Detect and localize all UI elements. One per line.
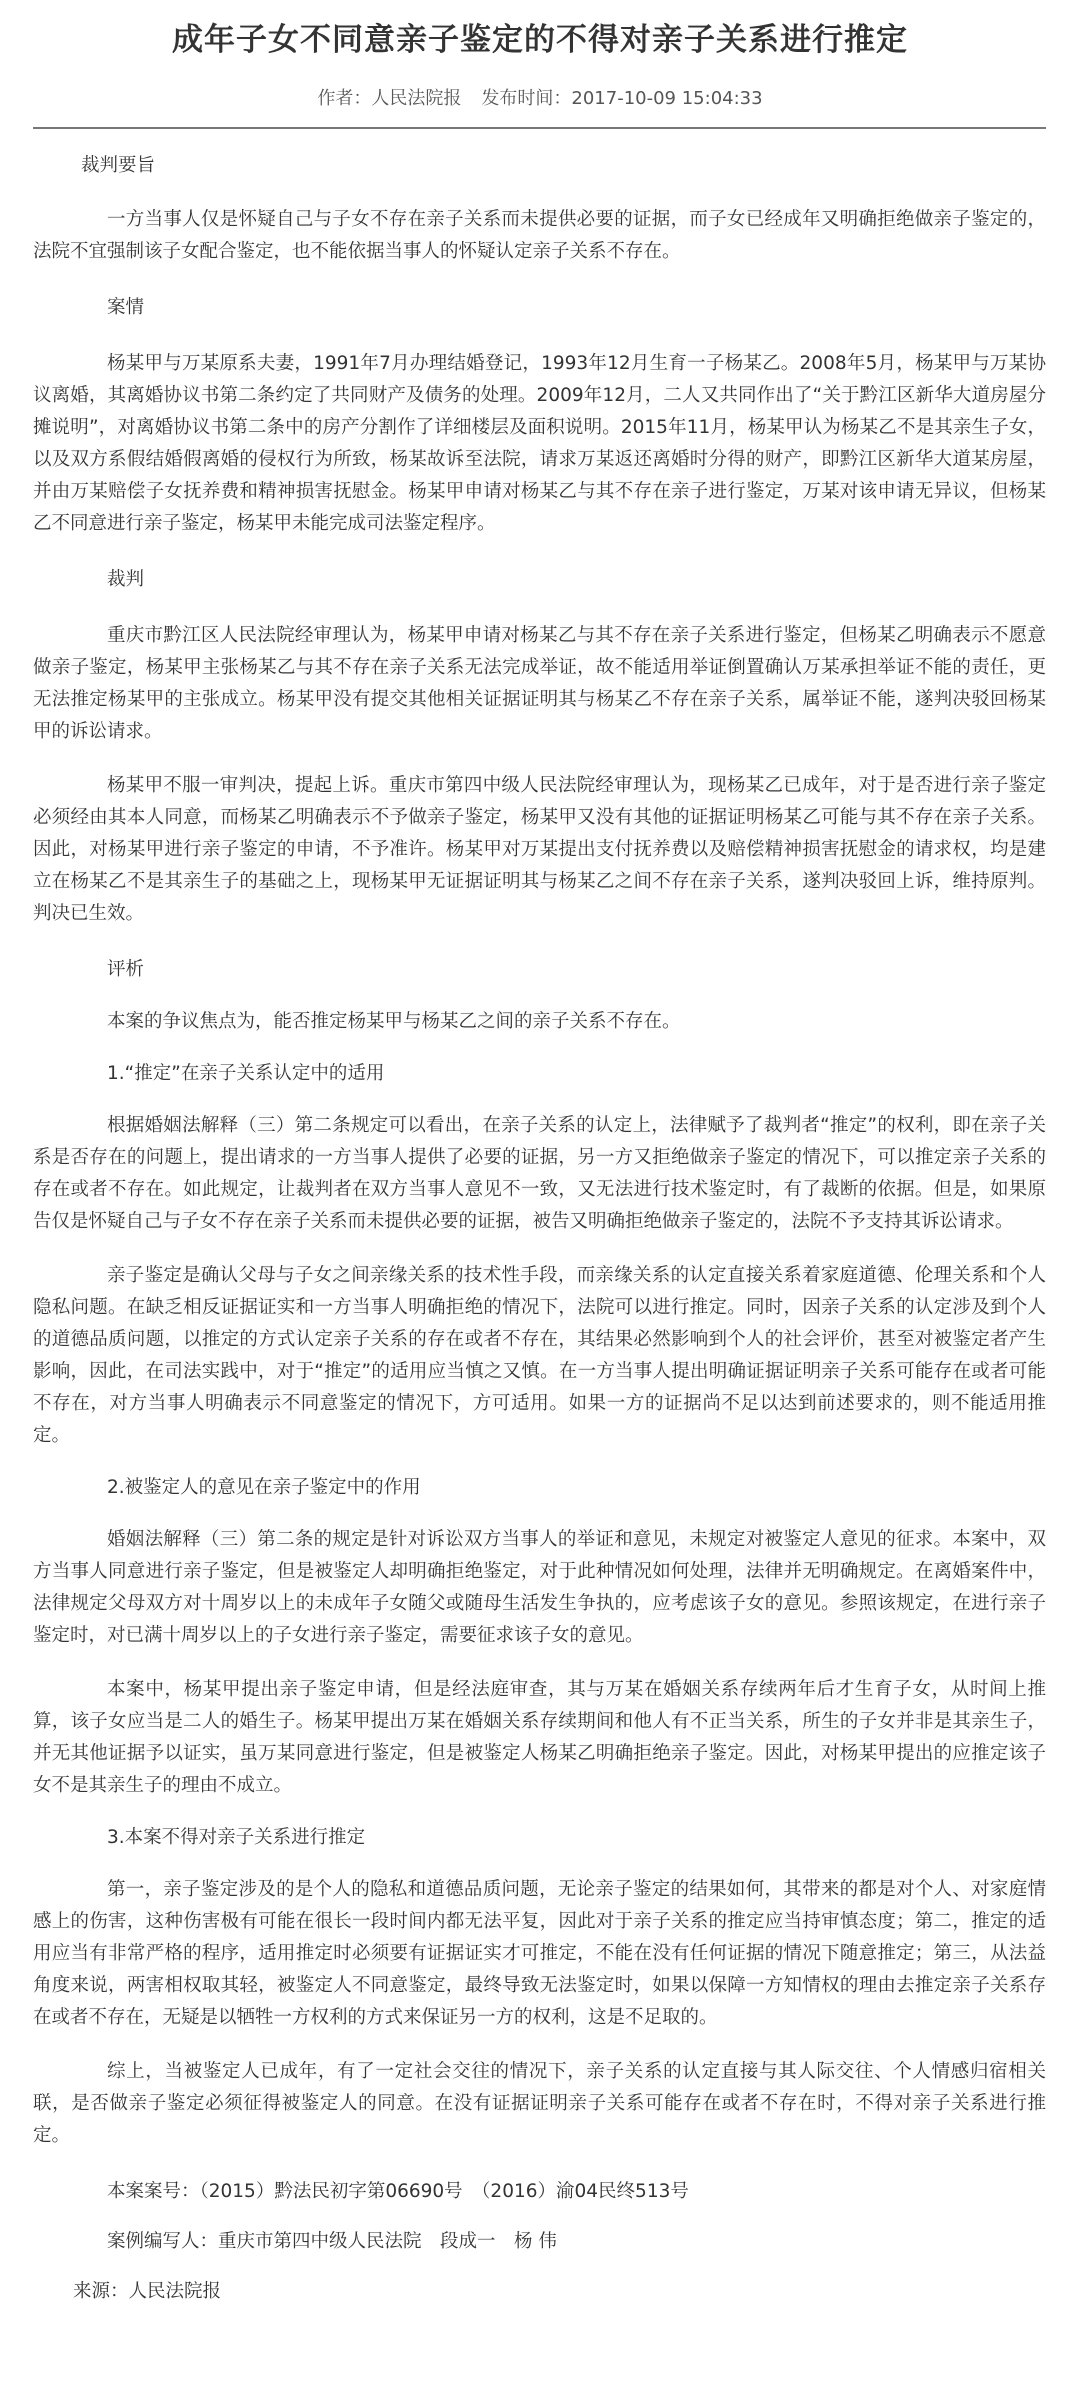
article-title: 成年子女不同意亲子鉴定的不得对亲子关系进行推定 [172,22,908,58]
case-writer: 案例编写人：重庆市第四中级人民法院 段成一 杨 伟 [107,2231,557,2252]
sub2-paragraph-1: 婚姻法解释（三）第二条的规定是针对诉讼双方当事人的举证和意见，未规定对被鉴定人意见的征求。本案中，双方当事人同意进行亲子鉴定，但是被鉴定人却明确拒绝鉴定，对于此种情况如何处理，法律并无明确规定。在离婚案件中，法律规定父母双方对十周岁以上的未成年子女随父或随母生活发生争执的，应考虑该子女的意见。参照该规定，在进行亲子鉴定时，对已满十周岁以上的子女进行亲子鉴定，需要征求该子女的意见。 [33,1529,1046,1646]
article-source: 来源：人民法院报 [73,2281,222,2302]
section-heading-summary: 裁判要旨 [81,155,156,176]
article-meta [0,84,1080,110]
sub3-paragraph-2: 综上，当被鉴定人已成年，有了一定社会交往的情况下，亲子关系的认定直接与其人际交往、个人情感归宿相关联，是否做亲子鉴定必须征得被鉴定人的同意。在没有证据证明亲子关系可能存在或者不存在时，不得对亲子关系进行推定。 [33,2061,1046,2146]
sub3-paragraph-1: 第一，亲子鉴定涉及的是个人的隐私和道德品质问题，无论亲子鉴定的结果如何，其带来的都是对个人、对家庭情感上的伤害，这种伤害极有可能在很长一段时间内都无法平复，因此对于亲子关系的推定应当持审慎态度；第二，推定的适用应当有非常严格的程序，适用推定时必须要有证据证实才可推定，不能在没有任何证据的情况下随意推定；第三，从法益角度来说，两害相权取其轻，被鉴定人不同意鉴定，最终导致无法鉴定时，如果以保障一方知情权的理由去推定亲子关系存在或者不存在，无疑是以牺牲一方权利的方式来保证另一方的权利，这是不足取的。 [33,1879,1046,2028]
title-divider [33,127,1046,129]
subheading-3: 3.本案不得对亲子关系进行推定 [107,1827,366,1848]
judgment-paragraph-2: 杨某甲不服一审判决，提起上诉。重庆市第四中级人民法院经审理认为，现杨某乙已成年，对于是否进行亲子鉴定必须经由其本人同意，而杨某乙明确表示不予做亲子鉴定，杨某甲又没有其他的证据证明杨某乙可能与其不存在亲子关系。因此，对杨某甲进行亲子鉴定的申请，不予准许。杨某甲对万某提出支付抚养费以及赔偿精神损害抚慰金的请求权，均是建立在杨某乙不是其亲生子的基础之上，现杨某甲无证据证明其与杨某乙之间不存在亲子关系，遂判决驳回上诉，维持原判。判决已生效。 [33,775,1046,924]
sub1-paragraph-2: 亲子鉴定是确认父母与子女之间亲缘关系的技术性手段，而亲缘关系的认定直接关系着家庭道德、伦理关系和个人隐私问题。在缺乏相反证据证实和一方当事人明确拒绝的情况下，法院可以进行推定。同时，因亲子关系的认定涉及到个人的道德品质问题，以推定的方式认定亲子关系的存在或者不存在，其结果必然影响到个人的社会评价，甚至对被鉴定者产生影响，因此，在司法实践中，对于“推定”的适用应当慎之又慎。在一方当事人提出明确证据证明亲子关系可能存在或者可能不存在，对方当事人明确表示不同意鉴定的情况下，方可适用。如果一方的证据尚不足以达到前述要求的，则不能适用推定。 [33,1265,1046,1446]
sub2-paragraph-2: 本案中，杨某甲提出亲子鉴定申请，但是经法庭审查，其与万某在婚姻关系存续两年后才生育子女，从时间上推算，该子女应当是二人的婚生子。杨某甲提出万某在婚姻关系存续期间和他人有不正当关系，所生的子女并非是其亲生子，并无其他证据予以证实，虽万某同意进行鉴定，但是被鉴定人杨某乙明确拒绝亲子鉴定。因此，对杨某甲提出的应推定该子女不是其亲生子的理由不成立。 [33,1679,1046,1796]
judgment-paragraph-1: 重庆市黔江区人民法院经审理认为，杨某甲申请对杨某乙与其不存在亲子关系进行鉴定，但杨某乙明确表示不愿意做亲子鉴定，杨某甲主张杨某乙与其不存在亲子关系无法完成举证，故不能适用举证倒置确认万某承担举证不能的责任，更无法推定杨某甲的主张成立。杨某甲没有提交其他相关证据证明其与杨某乙不存在亲子关系，属举证不能，遂判决驳回杨某甲的诉讼请求。 [33,625,1046,742]
subheading-1: 1.“推定”在亲子关系认定中的适用 [107,1063,385,1084]
author-label: 作者：人民法院报 [317,88,462,109]
article-body [33,140,1046,2308]
analysis-intro: 本案的争议焦点为，能否推定杨某甲与杨某乙之间的亲子关系不存在。 [107,1011,681,1032]
facts-paragraph: 杨某甲与万某原系夫妻，1991年7月办理结婚登记，1993年12月生育一子杨某乙。2008年5月，杨某甲与万某协议离婚，其离婚协议书第二条约定了共同财产及债务的处理。2009年12月，二人又共同作出了“关于黔江区新华大道房屋分摊说明”，对离婚协议书第二条中的房产分割作了详细楼层及面积说明。2015年11月，杨某甲认为杨某乙不是其亲生子女，以及双方系假结婚假离婚的侵权行为所致，杨某故诉至法院，请求万某返还离婚时分得的财产，即黔江区新华大道某房屋，并由万某赔偿子女抚养费和精神损害抚慰金。杨某甲申请对杨某乙与其不存在亲子进行鉴定，万某对该申请无异议，但杨某乙不同意进行亲子鉴定，杨某甲未能完成司法鉴定程序。 [33,353,1046,534]
publish-time: 发布时间：2017-10-09 15:04:33 [481,88,763,109]
section-heading-judgment: 裁判 [107,569,145,590]
sub1-paragraph-1: 根据婚姻法解释（三）第二条规定可以看出，在亲子关系的认定上，法律赋予了裁判者“推定”的权利，即在亲子关系是否存在的问题上，提出请求的一方当事人提供了必要的证据，另一方又拒绝做亲子鉴定的情况下，可以推定亲子关系的存在或者不存在。如此规定，让裁判者在双方当事人意见不一致，又无法进行技术鉴定时，有了裁断的依据。但是，如果原告仅是怀疑自己与子女不存在亲子关系而未提供必要的证据，被告又明确拒绝做亲子鉴定的，法院不予支持其诉讼请求。 [33,1115,1046,1232]
section-heading-facts: 案情 [107,297,145,318]
case-number: 本案案号：（2015）黔法民初字第06690号 （2016）渝04民终513号 [107,2181,689,2202]
subheading-2: 2.被鉴定人的意见在亲子鉴定中的作用 [107,1477,421,1498]
summary-paragraph: 一方当事人仅是怀疑自己与子女不存在亲子关系而未提供必要的证据，而子女已经成年又明确拒绝做亲子鉴定的，法院不宜强制该子女配合鉴定，也不能依据当事人的怀疑认定亲子关系不存在。 [33,209,1046,262]
section-heading-analysis: 评析 [107,959,145,980]
